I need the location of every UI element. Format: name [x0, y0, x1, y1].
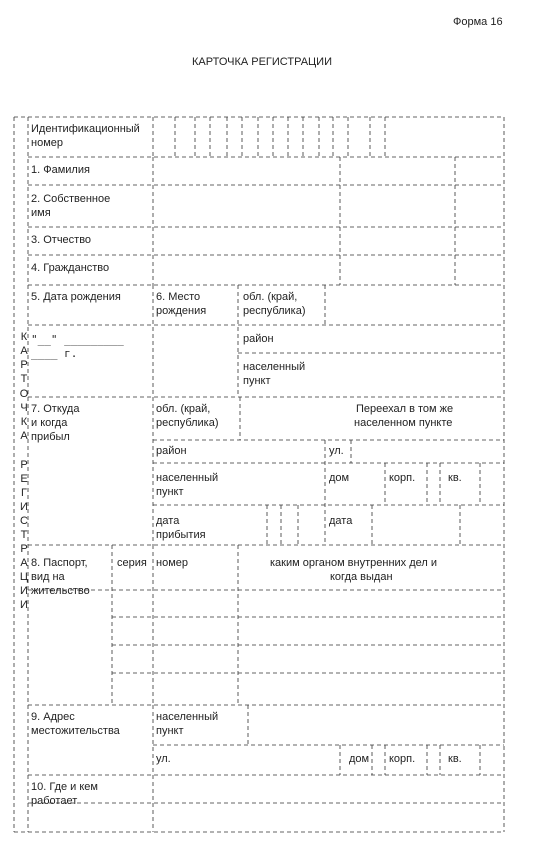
- vertical-label-letter: Р: [20, 459, 28, 471]
- arrival-region-label: республика): [156, 417, 219, 429]
- passport-label: жительство: [31, 585, 90, 597]
- address-street-label: ул.: [156, 753, 171, 765]
- birth-settlement-label: пункт: [243, 375, 271, 387]
- given-name-label: имя: [31, 207, 51, 219]
- passport-issued-by-label: каким органом внутренних дел и: [270, 557, 438, 569]
- arrival-house-label: дом: [329, 472, 350, 484]
- passport-issued-by-label: когда выдан: [330, 571, 393, 583]
- arrival-street-label: ул.: [329, 445, 344, 457]
- vertical-label-letter: С: [20, 515, 28, 527]
- birth-place-label: рождения: [156, 305, 207, 317]
- arrival-date-label: дата: [156, 515, 180, 527]
- arrival-district-label: район: [156, 445, 187, 457]
- vertical-label-letter: И: [20, 585, 28, 597]
- arrival-label: и когда: [31, 417, 68, 429]
- passport-number-label: номер: [156, 557, 188, 569]
- arrival-building-label: корп.: [389, 472, 416, 484]
- address-apartment-label: кв.: [448, 753, 462, 765]
- arrival-label: прибыл: [31, 431, 70, 443]
- given-name-label: 2. Собственное: [31, 193, 111, 205]
- vertical-label-letter: Г: [21, 487, 27, 499]
- passport-series-label: серия: [117, 557, 147, 569]
- address-label: 9. Адрес: [31, 711, 75, 723]
- vertical-label-letter: Р: [20, 543, 28, 555]
- birth-date-blank: ____ г.: [31, 347, 78, 360]
- birth-date-blank: "__" _________: [31, 333, 124, 346]
- passport-label: 8. Паспорт,: [31, 557, 88, 569]
- workplace-label: 10. Где и кем: [31, 781, 98, 793]
- vertical-label-letter: А: [20, 557, 28, 569]
- birth-region-label: обл. (край,: [243, 291, 298, 303]
- vertical-label-letter: Т: [20, 529, 28, 541]
- workplace-label: работает: [31, 795, 78, 807]
- arrival-settlement-label: населенный: [156, 472, 219, 484]
- form-title: КАРТОЧКА РЕГИСТРАЦИИ: [192, 56, 332, 68]
- birth-district-label: район: [243, 333, 274, 345]
- address-label: местожительства: [31, 725, 120, 737]
- vertical-label-letter: О: [19, 388, 29, 400]
- citizenship-label: 4. Гражданство: [31, 262, 110, 274]
- moved-same-settlement-label: Переехал в том же: [356, 403, 454, 415]
- vertical-label-letter: И: [20, 501, 28, 513]
- address-house-label: дом: [349, 753, 370, 765]
- arrival-apartment-label: кв.: [448, 472, 462, 484]
- arrival-region-label: обл. (край,: [156, 403, 211, 415]
- patronymic-label: 3. Отчество: [31, 234, 92, 246]
- vertical-label-letter: А: [20, 345, 28, 357]
- arrival-date-field-label: дата: [329, 515, 353, 527]
- address-building-label: корп.: [389, 753, 416, 765]
- passport-label: вид на: [31, 571, 65, 583]
- arrival-label: 7. Откуда: [31, 403, 80, 415]
- moved-same-settlement-label: населенном пункте: [354, 417, 453, 429]
- id-number-label: номер: [31, 137, 63, 149]
- vertical-label-letter: И: [20, 599, 28, 611]
- vertical-label-letter: Ц: [19, 571, 29, 583]
- vertical-label-letter: А: [20, 430, 28, 442]
- address-settlement-label: пункт: [156, 725, 184, 737]
- form-number: Форма 16: [453, 16, 503, 28]
- address-settlement-label: населенный: [156, 711, 219, 723]
- surname-label: 1. Фамилия: [31, 164, 90, 176]
- birth-settlement-label: населенный: [243, 361, 306, 373]
- vertical-label-letter: К: [20, 416, 28, 428]
- vertical-label-letter: К: [20, 331, 28, 343]
- birth-place-label: 6. Место: [156, 291, 201, 303]
- vertical-label-letter: Т: [20, 373, 28, 385]
- vertical-label-letter: Р: [20, 359, 28, 371]
- id-number-label: Идентификационный: [31, 123, 140, 135]
- birth-region-label: республика): [243, 305, 306, 317]
- vertical-label-letter: Е: [20, 473, 28, 485]
- vertical-label-letter: Ч: [20, 402, 28, 414]
- arrival-settlement-label: пункт: [156, 486, 184, 498]
- arrival-date-label: прибытия: [156, 529, 206, 541]
- birth-date-label: 5. Дата рождения: [31, 291, 121, 303]
